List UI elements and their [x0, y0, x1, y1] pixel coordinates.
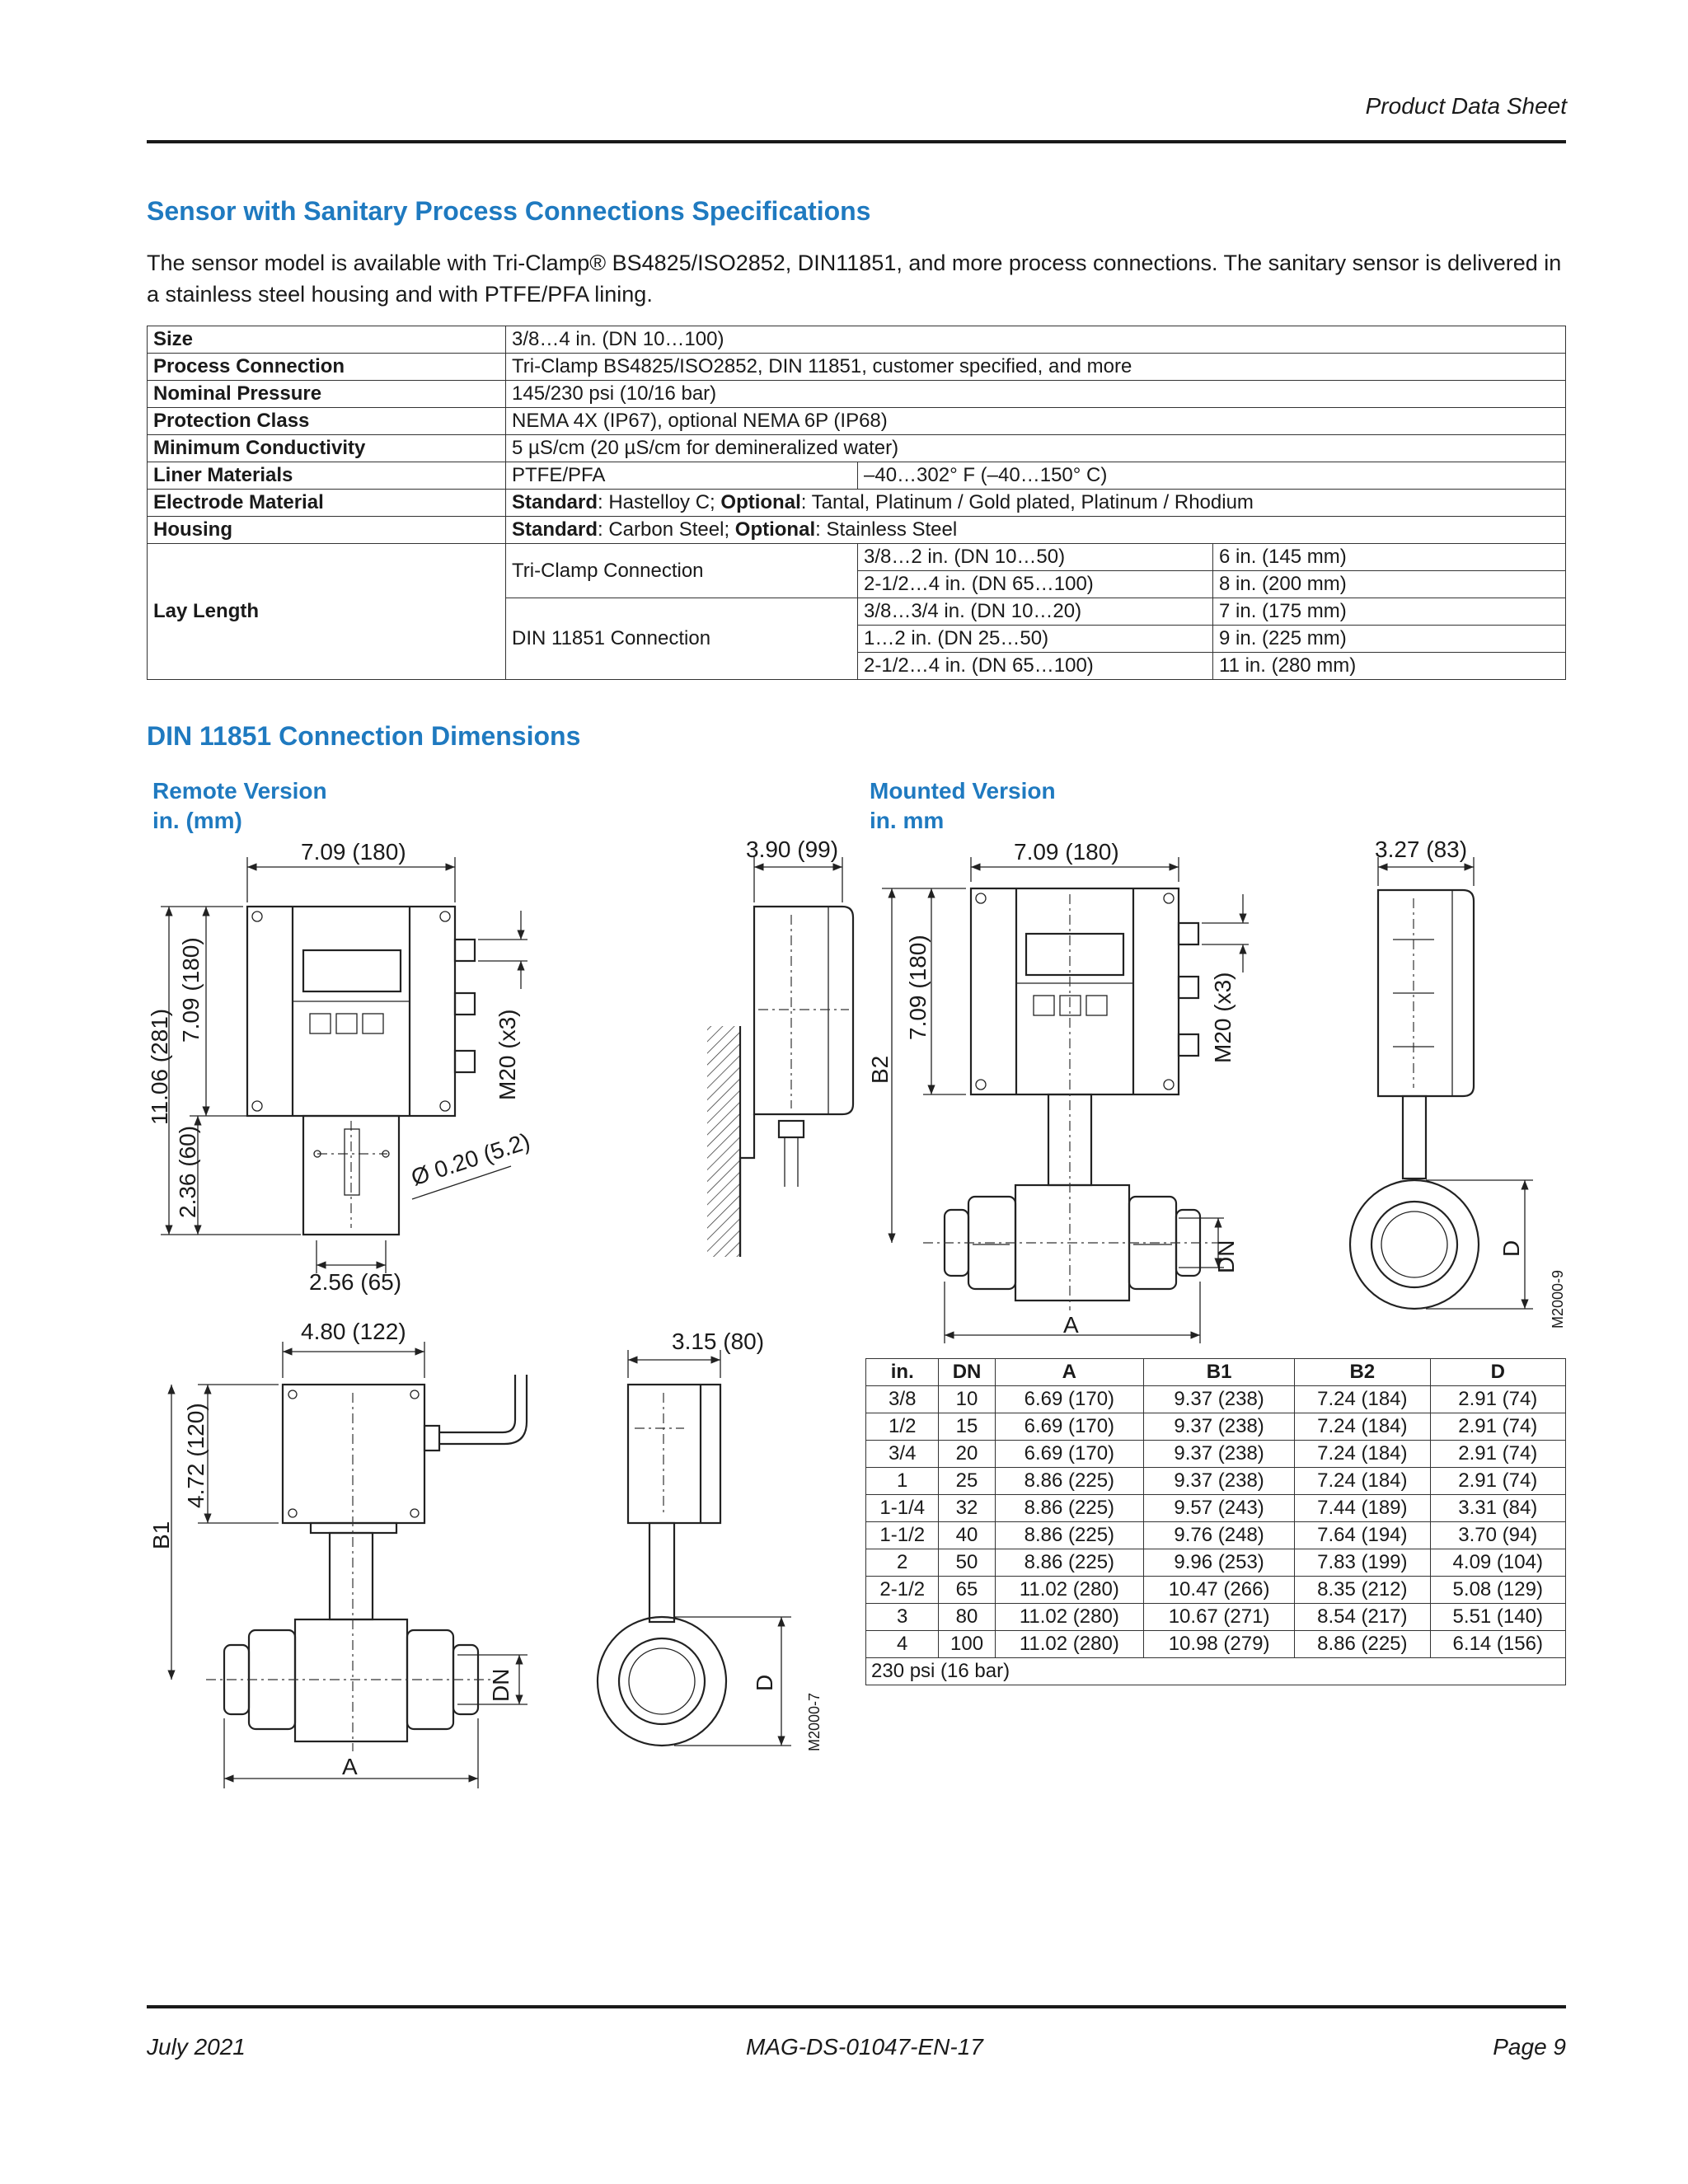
sensor-front-view: [171, 1342, 528, 1788]
table-cell: 11.02 (280): [995, 1631, 1144, 1658]
table-cell: 7.64 (194): [1295, 1522, 1430, 1549]
mounted-front-view: [882, 857, 1249, 1343]
dimensions-table: [865, 1358, 1566, 1685]
optional-label: Optional: [720, 491, 801, 513]
spec-value: Tri-Clamp BS4825/ISO2852, DIN 11851, customer specified, and more: [506, 354, 1566, 381]
table-row: [866, 1604, 1566, 1631]
table-row: [866, 1495, 1566, 1522]
spec-label: Housing: [148, 517, 506, 544]
table-cell: 9.37 (238): [1144, 1441, 1295, 1468]
sensor-b1-label: B1: [148, 1521, 174, 1549]
standard-value: : Carbon Steel;: [598, 518, 735, 541]
table-cell: 9.37 (238): [1144, 1386, 1295, 1413]
table-cell: 40: [939, 1522, 995, 1549]
optional-value: : Tantal, Platinum / Gold plated, Platinum / Rhodium: [800, 491, 1254, 513]
spec-value: 3/8…4 in. (DN 10…100): [506, 326, 1566, 354]
spec-value: 2-1/2…4 in. (DN 65…100): [858, 571, 1213, 598]
mounted-b2-label: B2: [867, 1055, 893, 1084]
table-row: [866, 1522, 1566, 1549]
sensor-dn-label: DN: [488, 1668, 513, 1702]
spec-label: Protection Class: [148, 408, 506, 435]
table-cell: 20: [939, 1441, 995, 1468]
table-cell: 10: [939, 1386, 995, 1413]
spec-value: 11 in. (280 mm): [1213, 653, 1566, 680]
remote-hole-label: Ø 0.20 (5.2): [408, 1127, 533, 1191]
sensor-d-label: D: [752, 1674, 777, 1691]
mounted-dn-label: DN: [1213, 1240, 1239, 1273]
remote-version-units: in. (mm): [152, 808, 242, 833]
table-cell: 7.24 (184): [1295, 1468, 1430, 1495]
standard-value: : Hastelloy C;: [598, 491, 721, 513]
sensor-height-label: 4.72 (120): [183, 1403, 209, 1508]
remote-total-height-label: 11.06 (281): [147, 1008, 172, 1125]
table-cell: 6.69 (170): [995, 1441, 1144, 1468]
spec-value: 3/8…3/4 in. (DN 10…20): [858, 598, 1213, 626]
mounted-m20-label: M20 (x3): [1210, 972, 1236, 1063]
mounted-a-label: A: [1063, 1312, 1079, 1338]
mounted-version-title: Mounted Version: [870, 778, 1056, 804]
table-cell: 11.02 (280): [995, 1577, 1144, 1604]
remote-bracket-height-label: 2.36 (60): [175, 1125, 200, 1218]
table-cell: 9.37 (238): [1144, 1413, 1295, 1441]
remote-side-width-label: 3.90 (99): [746, 837, 839, 862]
table-cell: 3: [866, 1604, 939, 1631]
table-cell: 1: [866, 1468, 939, 1495]
table-row: [866, 1631, 1566, 1658]
table-cell: 8.86 (225): [995, 1495, 1144, 1522]
table-header-cell: B2: [1295, 1359, 1430, 1386]
mounted-drawing-code: M2000-9: [1550, 1269, 1566, 1329]
remote-bracket-width-label: 2.56 (65): [309, 1269, 402, 1295]
mounted-side-width-label: 3.27 (83): [1375, 837, 1468, 862]
table-cell: 2.91 (74): [1430, 1468, 1565, 1495]
table-cell: 11.02 (280): [995, 1604, 1144, 1631]
spec-value: PTFE/PFA: [506, 462, 858, 490]
spec-label: Liner Materials: [148, 462, 506, 490]
table-cell: 80: [939, 1604, 995, 1631]
spec-value: DIN 11851 Connection: [506, 598, 858, 680]
table-cell: 2.91 (74): [1430, 1386, 1565, 1413]
table-header-cell: in.: [866, 1359, 939, 1386]
spec-label: Process Connection: [148, 354, 506, 381]
table-cell: 3.31 (84): [1430, 1495, 1565, 1522]
mounted-version-units: in. mm: [870, 808, 945, 833]
table-cell: 9.57 (243): [1144, 1495, 1295, 1522]
table-row: [866, 1468, 1566, 1495]
section-title-dimensions: DIN 11851 Connection Dimensions: [147, 721, 581, 751]
remote-width-label: 7.09 (180): [301, 839, 406, 865]
remote-version-title: Remote Version: [152, 778, 327, 804]
table-cell: 8.86 (225): [995, 1549, 1144, 1577]
remote-side-view: [707, 857, 853, 1257]
table-header-row: [866, 1359, 1566, 1386]
remote-m20-label: M20 (x3): [495, 1009, 520, 1100]
header-title: Product Data Sheet: [1365, 93, 1567, 119]
table-header-cell: DN: [939, 1359, 995, 1386]
table-cell: 3/8: [866, 1386, 939, 1413]
spec-value: 7 in. (175 mm): [1213, 598, 1566, 626]
table-cell: 8.35 (212): [1295, 1577, 1430, 1604]
table-cell: 7.24 (184): [1295, 1386, 1430, 1413]
intro-paragraph: The sensor model is available with Tri-Clamp® BS4825/ISO2852, DIN11851, and more process connections. The sanitary sensor is delivered in a stainless steel housing and with PTFE/PFA lining.: [147, 251, 1562, 307]
mounted-d-label: D: [1498, 1240, 1524, 1257]
table-row: [866, 1441, 1566, 1468]
table-cell: 6.69 (170): [995, 1386, 1144, 1413]
optional-value: : Stainless Steel: [815, 518, 958, 541]
spec-value: Tri-Clamp Connection: [506, 544, 858, 598]
table-header-cell: D: [1430, 1359, 1565, 1386]
table-cell: 1-1/4: [866, 1495, 939, 1522]
spec-value: 2-1/2…4 in. (DN 65…100): [858, 653, 1213, 680]
table-cell: 1/2: [866, 1413, 939, 1441]
remote-housing-height-label: 7.09 (180): [178, 937, 204, 1043]
table-cell: 3.70 (94): [1430, 1522, 1565, 1549]
footer-doc-id: MAG-DS-01047-EN-17: [746, 2034, 983, 2060]
table-cell: 8.54 (217): [1295, 1604, 1430, 1631]
spec-label: Nominal Pressure: [148, 381, 506, 408]
table-cell: 5.51 (140): [1430, 1604, 1565, 1631]
table-cell: 50: [939, 1549, 995, 1577]
table-cell: 15: [939, 1413, 995, 1441]
spec-value: 8 in. (200 mm): [1213, 571, 1566, 598]
table-cell: 7.83 (199): [1295, 1549, 1430, 1577]
sensor-side-width-label: 3.15 (80): [672, 1329, 765, 1354]
table-cell: 9.37 (238): [1144, 1468, 1295, 1495]
table-note: 230 psi (16 bar): [866, 1658, 1566, 1685]
table-row: [866, 1549, 1566, 1577]
spec-value: 9 in. (225 mm): [1213, 626, 1566, 653]
table-row: [866, 1577, 1566, 1604]
table-cell: 9.76 (248): [1144, 1522, 1295, 1549]
spec-label: Lay Length: [148, 544, 506, 680]
spec-value: 145/230 psi (10/16 bar): [506, 381, 1566, 408]
table-cell: 5.08 (129): [1430, 1577, 1565, 1604]
table-note-row: [866, 1658, 1566, 1685]
table-cell: 3/4: [866, 1441, 939, 1468]
sensor-drawing-code: M2000-7: [806, 1692, 823, 1751]
table-cell: 6.69 (170): [995, 1413, 1144, 1441]
table-cell: 10.67 (271): [1144, 1604, 1295, 1631]
table-cell: 8.86 (225): [995, 1468, 1144, 1495]
table-cell: 4: [866, 1631, 939, 1658]
spec-value: NEMA 4X (IP67), optional NEMA 6P (IP68): [506, 408, 1566, 435]
table-cell: 7.24 (184): [1295, 1413, 1430, 1441]
standard-label: Standard: [512, 518, 598, 541]
footer-rule: [147, 2005, 1566, 2008]
table-cell: 10.47 (266): [1144, 1577, 1295, 1604]
standard-label: Standard: [512, 491, 598, 513]
spec-value: 5 µS/cm (20 µS/cm for demineralized water): [506, 435, 1566, 462]
spec-label: Minimum Conductivity: [148, 435, 506, 462]
sensor-width-label: 4.80 (122): [301, 1319, 406, 1344]
spec-value: 3/8…2 in. (DN 10…50): [858, 544, 1213, 571]
table-header-cell: A: [995, 1359, 1144, 1386]
table-cell: 25: [939, 1468, 995, 1495]
table-cell: 7.24 (184): [1295, 1441, 1430, 1468]
footer-page: Page 9: [1493, 2034, 1566, 2060]
spec-value: –40…302° F (–40…150° C): [858, 462, 1566, 490]
table-cell: 10.98 (279): [1144, 1631, 1295, 1658]
spec-label: Electrode Material: [148, 490, 506, 517]
table-cell: 2-1/2: [866, 1577, 939, 1604]
remote-front-view: [161, 857, 528, 1273]
footer-date: July 2021: [147, 2034, 246, 2060]
table-header-cell: B1: [1144, 1359, 1295, 1386]
table-cell: 2: [866, 1549, 939, 1577]
section-title-specifications: Sensor with Sanitary Process Connections Specifications: [147, 196, 871, 226]
table-cell: 100: [939, 1631, 995, 1658]
table-cell: 8.86 (225): [995, 1522, 1144, 1549]
table-cell: 7.44 (189): [1295, 1495, 1430, 1522]
table-cell: 9.96 (253): [1144, 1549, 1295, 1577]
optional-label: Optional: [734, 518, 816, 541]
table-cell: 8.86 (225): [1295, 1631, 1430, 1658]
table-row: [866, 1386, 1566, 1413]
spec-label: Size: [148, 326, 506, 354]
mounted-width-label: 7.09 (180): [1014, 839, 1119, 865]
spec-value: 1…2 in. (DN 25…50): [858, 626, 1213, 653]
table-cell: 32: [939, 1495, 995, 1522]
sensor-a-label: A: [342, 1754, 358, 1779]
table-cell: 65: [939, 1577, 995, 1604]
table-row: [866, 1413, 1566, 1441]
table-cell: 1-1/2: [866, 1522, 939, 1549]
spec-value: 6 in. (145 mm): [1213, 544, 1566, 571]
table-cell: 4.09 (104): [1430, 1549, 1565, 1577]
table-cell: 6.14 (156): [1430, 1631, 1565, 1658]
table-cell: 2.91 (74): [1430, 1441, 1565, 1468]
table-cell: 2.91 (74): [1430, 1413, 1565, 1441]
mounted-height-label: 7.09 (180): [905, 935, 931, 1040]
